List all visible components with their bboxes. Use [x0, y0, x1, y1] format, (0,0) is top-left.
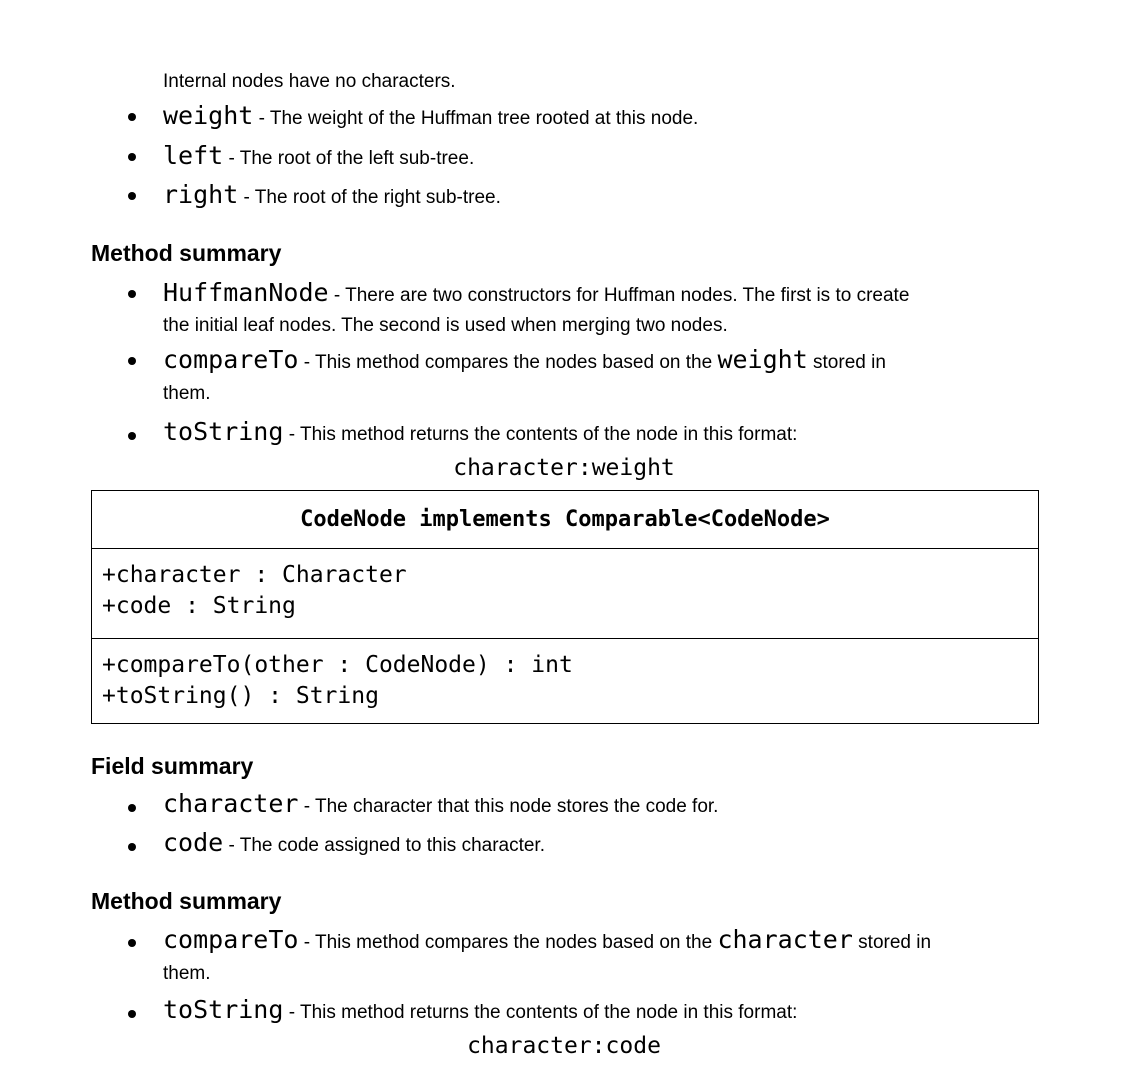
field-desc: - The root of the left sub-tree.	[223, 148, 475, 169]
method-desc: - This method returns the contents of the node in this format:	[283, 424, 798, 445]
field-desc: - The weight of the Huffman tree rooted at this node.	[253, 108, 699, 129]
method-name: compareTo	[163, 345, 299, 374]
format-example: character:code	[467, 1033, 661, 1059]
inline-code: weight	[717, 345, 808, 374]
bullet	[128, 843, 136, 851]
field-name: right	[163, 180, 239, 209]
field-item-weight	[163, 101, 699, 131]
inline-code: character	[717, 925, 853, 954]
bullet	[128, 804, 136, 812]
method-summary-heading: Method summary	[91, 888, 282, 914]
field-name: left	[163, 141, 224, 170]
method-name: toString	[163, 995, 284, 1024]
method-desc: - This method compares the nodes based on the	[298, 352, 718, 373]
uml-title-row	[92, 491, 1038, 548]
method-desc: - There are two constructors for Huffman nodes. The first is to create	[328, 285, 910, 306]
method-desc: stored in	[852, 932, 932, 953]
field-item-code	[163, 828, 545, 858]
field-item-left	[163, 141, 475, 171]
uml-attribute: +code : String	[102, 593, 296, 619]
method-item-compareto	[163, 925, 932, 955]
field-name: character	[163, 789, 299, 818]
method-desc: - This method returns the contents of the node in this format:	[283, 1002, 798, 1023]
bullet	[128, 1010, 136, 1018]
field-desc: - The root of the right sub-tree.	[238, 187, 501, 208]
uml-attribute: +character : Character	[102, 562, 407, 588]
bullet	[128, 357, 136, 365]
method-item-tostring	[163, 417, 798, 447]
method-name: compareTo	[163, 925, 299, 954]
uml-class-box	[91, 490, 1039, 724]
method-desc-continued: the initial leaf nodes. The second is used when merging two nodes.	[163, 315, 728, 336]
field-summary-heading: Field summary	[91, 753, 254, 779]
bullet	[128, 153, 136, 161]
bullet	[128, 432, 136, 440]
method-name: toString	[163, 417, 284, 446]
uml-divider	[92, 638, 1038, 639]
uml-class-title: CodeNode implements Comparable<CodeNode>	[300, 507, 830, 532]
method-item-tostring	[163, 995, 798, 1025]
field-desc: - The code assigned to this character.	[223, 835, 545, 856]
field-item-character	[163, 789, 719, 819]
bullet	[128, 192, 136, 200]
field-item-right	[163, 180, 501, 210]
bullet	[128, 113, 136, 121]
method-desc-continued: them.	[163, 963, 211, 984]
bullet	[128, 939, 136, 947]
field-name: code	[163, 828, 224, 857]
uml-operation: +compareTo(other : CodeNode) : int	[102, 652, 573, 678]
field-name: weight	[163, 101, 254, 130]
uml-operations	[92, 650, 1038, 712]
bullet	[128, 290, 136, 298]
method-desc-continued: them.	[163, 383, 211, 404]
uml-divider	[92, 548, 1038, 549]
method-item-huffmannode	[163, 278, 910, 308]
intro-line: Internal nodes have no characters.	[163, 71, 456, 92]
format-example: character:weight	[453, 455, 675, 481]
uml-attributes	[92, 560, 1038, 622]
field-desc: - The character that this node stores the code for.	[298, 796, 719, 817]
method-desc: stored in	[807, 352, 886, 373]
uml-operation: +toString() : String	[102, 683, 379, 709]
method-item-compareto	[163, 345, 886, 375]
method-name: HuffmanNode	[163, 278, 329, 307]
method-summary-heading: Method summary	[91, 240, 282, 266]
method-desc: - This method compares the nodes based on the	[298, 932, 718, 953]
